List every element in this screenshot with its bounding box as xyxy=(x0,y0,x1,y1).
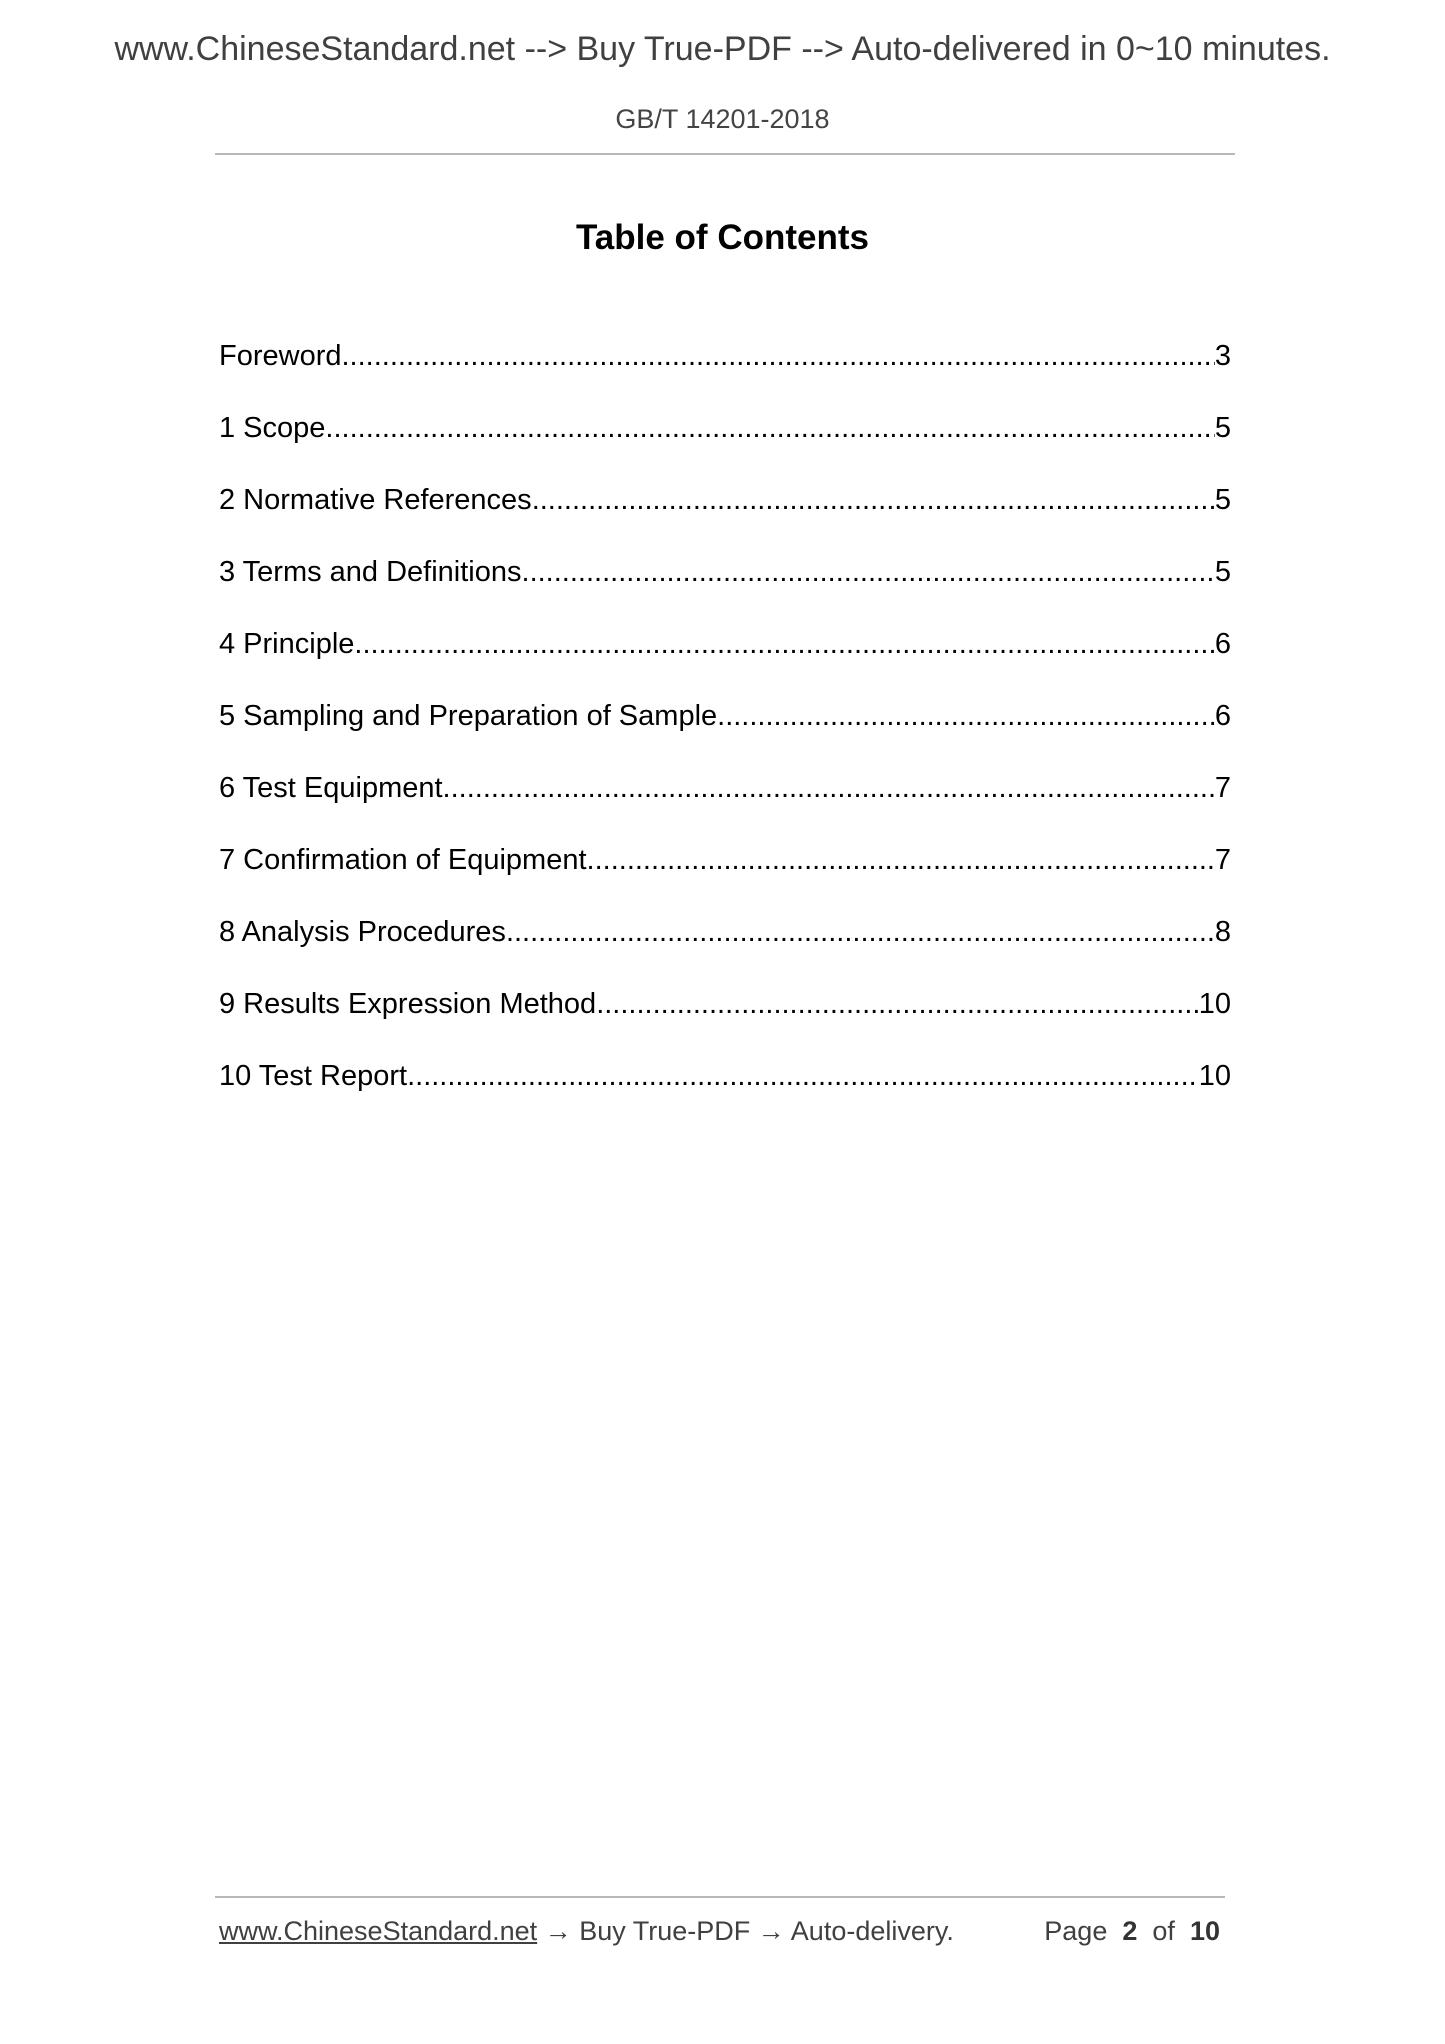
toc-entry-label: 4 Principle xyxy=(219,628,355,660)
toc-entry-normative-references[interactable] xyxy=(219,480,1231,552)
toc-entry-page: 5 xyxy=(1214,484,1231,516)
toc-dot-leader xyxy=(532,480,1215,520)
top-banner: www.ChineseStandard.net --> Buy True-PDF --> Auto-delivered in 0~10 minutes. xyxy=(114,30,1331,68)
toc-title: Table of Contents xyxy=(576,218,869,257)
toc-entry-test-report[interactable] xyxy=(219,1056,1231,1128)
table-of-contents xyxy=(219,336,1231,1128)
toc-entry-label: 5 Sampling and Preparation of Sample xyxy=(219,700,718,732)
toc-entry-page: 6 xyxy=(1214,700,1231,732)
header-divider xyxy=(215,153,1235,155)
page-total: 10 xyxy=(1189,1916,1220,1946)
toc-dot-leader xyxy=(354,624,1214,664)
toc-entry-page: 10 xyxy=(1198,1060,1231,1092)
toc-entry-analysis-procedures[interactable] xyxy=(219,912,1231,984)
toc-entry-label: 8 Analysis Procedures xyxy=(219,916,506,948)
page-word: Page xyxy=(1044,1916,1108,1946)
toc-dot-leader xyxy=(342,336,1215,376)
footer-buy-text: Buy True-PDF xyxy=(579,1916,751,1946)
toc-entry-label: 6 Test Equipment xyxy=(219,772,443,804)
of-word: of xyxy=(1152,1916,1175,1946)
toc-entry-label: 9 Results Expression Method xyxy=(219,988,597,1020)
toc-entry-scope[interactable] xyxy=(219,408,1231,480)
toc-entry-label: Foreword xyxy=(219,340,342,372)
toc-entry-page: 3 xyxy=(1214,340,1231,372)
page-current: 2 xyxy=(1122,1916,1138,1946)
toc-entry-page: 5 xyxy=(1214,412,1231,444)
toc-entry-page: 7 xyxy=(1214,844,1231,876)
toc-entry-page: 10 xyxy=(1198,988,1231,1020)
footer-divider xyxy=(215,1896,1225,1898)
toc-entry-page: 5 xyxy=(1214,556,1231,588)
toc-entry-page: 8 xyxy=(1214,916,1231,948)
toc-entry-label: 1 Scope xyxy=(219,412,326,444)
footer-site-link[interactable]: www.ChineseStandard.net xyxy=(219,1916,538,1946)
document-id: GB/T 14201-2018 xyxy=(615,104,830,134)
toc-entry-label: 10 Test Report xyxy=(219,1060,408,1092)
toc-entry-label: 3 Terms and Definitions xyxy=(219,556,522,588)
toc-entry-page: 7 xyxy=(1214,772,1231,804)
toc-entry-foreword[interactable] xyxy=(219,336,1231,408)
toc-entry-sampling[interactable] xyxy=(219,696,1231,768)
arrow-right-icon: → xyxy=(757,1916,785,1946)
toc-entry-label: 2 Normative References xyxy=(219,484,532,516)
toc-entry-confirmation-of-equipment[interactable] xyxy=(219,840,1231,912)
toc-dot-leader xyxy=(443,768,1215,808)
toc-dot-leader xyxy=(522,552,1215,592)
toc-entry-principle[interactable] xyxy=(219,624,1231,696)
toc-dot-leader xyxy=(407,1056,1199,1096)
toc-entry-label: 7 Confirmation of Equipment xyxy=(219,844,587,876)
toc-dot-leader xyxy=(506,912,1215,952)
footer-promo xyxy=(219,1916,954,1947)
toc-entry-terms-and-definitions[interactable] xyxy=(219,552,1231,624)
page-indicator xyxy=(1044,1916,1220,1947)
footer-delivery-text: Auto-delivery. xyxy=(790,1916,954,1946)
toc-dot-leader xyxy=(596,984,1199,1024)
toc-entry-test-equipment[interactable] xyxy=(219,768,1231,840)
toc-dot-leader xyxy=(587,840,1215,880)
arrow-right-icon: → xyxy=(544,1916,572,1946)
toc-entry-page: 6 xyxy=(1214,628,1231,660)
toc-entry-results-expression-method[interactable] xyxy=(219,984,1231,1056)
toc-dot-leader xyxy=(717,696,1215,736)
toc-dot-leader xyxy=(325,408,1214,448)
